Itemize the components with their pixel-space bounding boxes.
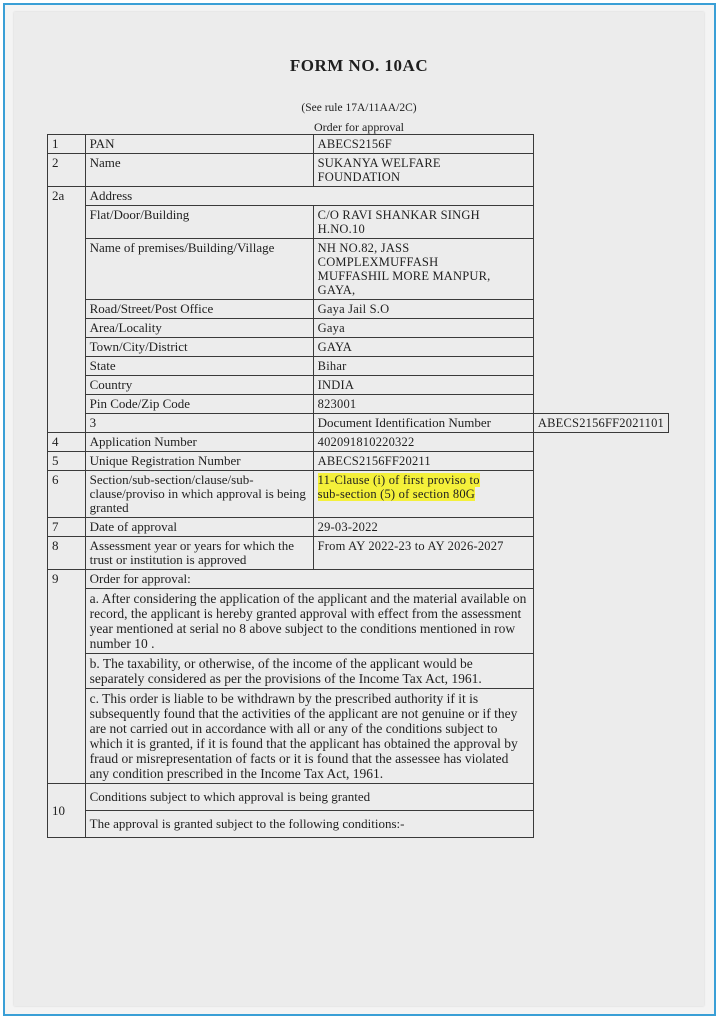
value-line: FOUNDATION — [317, 170, 401, 184]
field-value: Gaya — [313, 319, 533, 338]
value-line: H.NO.10 — [317, 222, 365, 236]
rule-reference: (See rule 17A/11AA/2C) — [301, 102, 417, 114]
row-document-id — [48, 414, 669, 433]
field-label: Document Identification Number — [313, 414, 533, 433]
order-paragraph-c: c. This order is liable to be withdrawn by the prescribed authority if it is subsequently found that the activities of the applicant are not genuine or if they are not carried out in accordance with all or any of the conditions subject to which it is granted, if it is found that the applicant has obtained the approval by fraud or misrepresentation of facts or it is found that the assessee has violated any condition prescribed in the Income Tax Act, 1961. — [85, 689, 533, 784]
row-conditions-intro — [48, 811, 669, 838]
row-number: 1 — [48, 135, 86, 154]
row-number: 2 — [48, 154, 86, 187]
row-country — [48, 376, 669, 395]
row-area — [48, 319, 669, 338]
field-label: Name — [85, 154, 313, 187]
highlighted-value: 11-Clause (i) of first proviso to — [317, 473, 480, 487]
field-label: Pin Code/Zip Code — [85, 395, 313, 414]
form-table — [47, 134, 669, 838]
field-value — [313, 239, 533, 300]
field-label: State — [85, 357, 313, 376]
row-number: 4 — [48, 433, 86, 452]
field-value: ABECS2156F — [313, 135, 533, 154]
field-value: ABECS2156FF2021101 — [533, 414, 668, 433]
field-value — [313, 471, 533, 518]
row-conditions — [48, 784, 669, 811]
field-value — [313, 206, 533, 239]
field-value: From AY 2022-23 to AY 2026-2027 — [313, 537, 533, 570]
row-pin — [48, 395, 669, 414]
field-label: Date of approval — [85, 518, 313, 537]
row-name — [48, 154, 669, 187]
row-date — [48, 518, 669, 537]
form-title: FORM NO. 10AC — [289, 56, 429, 75]
value-line: MUFFASHIL MORE MANPUR, — [317, 269, 491, 283]
field-label: Country — [85, 376, 313, 395]
row-number: 9 — [48, 570, 86, 784]
field-value: Bihar — [313, 357, 533, 376]
row-order — [48, 570, 669, 589]
row-flat — [48, 206, 669, 239]
field-label: Address — [85, 187, 533, 206]
field-label: Order for approval: — [85, 570, 533, 589]
field-label: Flat/Door/Building — [85, 206, 313, 239]
row-number: 10 — [48, 784, 86, 838]
row-order-b — [48, 654, 669, 689]
field-label: Unique Registration Number — [85, 452, 313, 471]
field-value: 823001 — [313, 395, 533, 414]
field-value: INDIA — [313, 376, 533, 395]
row-pan — [48, 135, 669, 154]
field-label: Road/Street/Post Office — [85, 300, 313, 319]
row-number: 5 — [48, 452, 86, 471]
row-number: 2a — [48, 187, 86, 433]
conditions-intro: The approval is granted subject to the following conditions:- — [85, 811, 533, 838]
row-order-a — [48, 589, 669, 654]
order-paragraph-b: b. The taxability, or otherwise, of the income of the applicant would be separately considered as per the provisions of the Income Tax Act, 1961. — [85, 654, 533, 689]
row-application-number — [48, 433, 669, 452]
field-value: ABECS2156FF20211 — [313, 452, 533, 471]
field-label: Application Number — [85, 433, 313, 452]
value-line: SUKANYA WELFARE — [317, 156, 441, 170]
row-registration-number — [48, 452, 669, 471]
field-label: Section/sub-section/clause/sub-clause/proviso in which approval is being granted — [85, 471, 313, 518]
row-state — [48, 357, 669, 376]
field-label: Area/Locality — [85, 319, 313, 338]
row-order-c — [48, 689, 669, 784]
row-assessment-year — [48, 537, 669, 570]
field-value — [313, 154, 533, 187]
row-number: 3 — [85, 414, 313, 433]
field-label: Name of premises/Building/Village — [85, 239, 313, 300]
field-label: Conditions subject to which approval is being granted — [85, 784, 533, 811]
row-address — [48, 187, 669, 206]
row-road — [48, 300, 669, 319]
field-label: Town/City/District — [85, 338, 313, 357]
field-value: 402091810220322 — [313, 433, 533, 452]
field-label: PAN — [85, 135, 313, 154]
row-premises — [48, 239, 669, 300]
value-line: GAYA, — [317, 283, 356, 297]
row-town — [48, 338, 669, 357]
highlighted-value: sub-section (5) of section 80G — [317, 487, 476, 501]
field-value: Gaya Jail S.O — [313, 300, 533, 319]
value-line: C/O RAVI SHANKAR SINGH — [317, 208, 480, 222]
row-number: 8 — [48, 537, 86, 570]
order-paragraph-a: a. After considering the application of the applicant and the material available on record, the applicant is hereby granted approval with effect from the assessment year mentioned at serial no 8 above subject to the conditions mentioned in row number 10 . — [85, 589, 533, 654]
field-value: 29-03-2022 — [313, 518, 533, 537]
form-subtitle: Order for approval — [314, 120, 404, 134]
field-label: Assessment year or years for which the trust or institution is approved — [85, 537, 313, 570]
row-number: 7 — [48, 518, 86, 537]
value-line: NH NO.82, JASS — [317, 241, 410, 255]
value-line: COMPLEXMUFFASH — [317, 255, 439, 269]
row-number: 6 — [48, 471, 86, 518]
row-section — [48, 471, 669, 518]
field-value: GAYA — [313, 338, 533, 357]
